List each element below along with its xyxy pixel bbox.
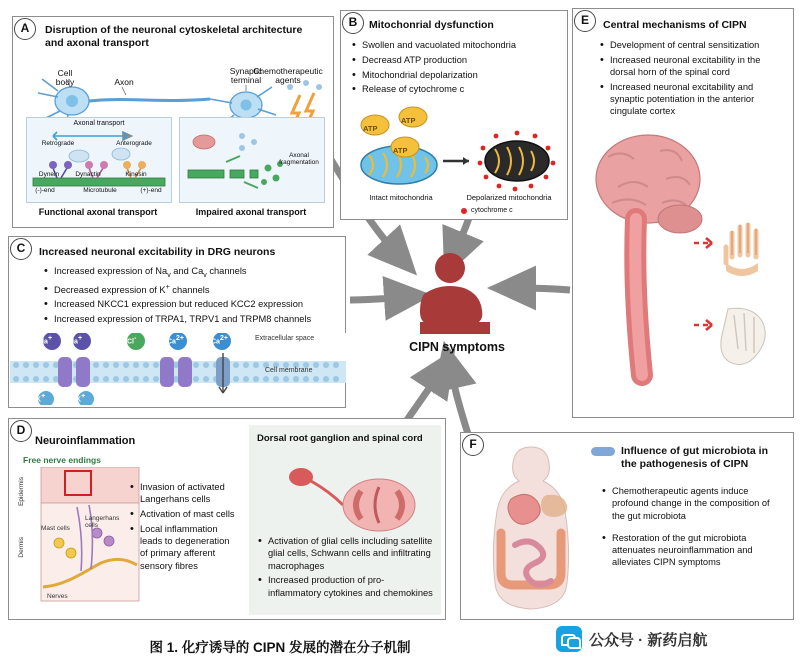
panel-e-bullet-1: • Increased neuronal excitability in the dorsal horn of the spinal cord bbox=[599, 54, 787, 79]
panel-a-impaired-box bbox=[179, 117, 325, 203]
panel-e-title: Central mechanisms of CIPN bbox=[603, 19, 747, 31]
panel-b-label-intact: Intact mitochondria bbox=[369, 193, 433, 202]
panel-a-label-plus-end: (+)-end bbox=[140, 187, 162, 194]
panel-d-bullet-left-0: • Invasion of activated Langerhans cells bbox=[129, 481, 237, 506]
panel-e-bullets bbox=[599, 39, 787, 120]
panel-b-title: Mitochonrial dysfunction bbox=[369, 19, 494, 31]
panel-c bbox=[8, 236, 346, 408]
chemo-line2: agents bbox=[275, 75, 301, 86]
panel-a-label-cell-body bbox=[43, 69, 87, 88]
panel-b-letter: B bbox=[342, 12, 364, 34]
panel-c-bullet-1: • Decreased expression of K+ channels bbox=[43, 283, 343, 296]
panel-e-bullet-0: • Development of central sensitization bbox=[599, 39, 787, 51]
arrow-b-to-center bbox=[455, 215, 470, 252]
panel-c-ion-ca-1: Ca2+ bbox=[167, 335, 184, 346]
panel-b-bullets bbox=[351, 39, 561, 98]
langerhans-line1: Langerhans bbox=[85, 515, 120, 522]
panel-a-label-microtubule: Microtubule bbox=[83, 187, 117, 194]
panel-a bbox=[12, 16, 334, 228]
panel-c-letter: C bbox=[10, 238, 32, 260]
panel-e bbox=[572, 8, 794, 418]
cytochrome-dot-icon bbox=[461, 208, 467, 214]
fragmentation-line1: Axonal bbox=[289, 152, 309, 159]
panel-b-label-atp-1: ATP bbox=[363, 124, 378, 133]
panel-c-bullet-3: • Increased expression of TRPA1, TRPV1 and TRPM8 channels bbox=[43, 313, 343, 325]
panel-d-drg-diagram bbox=[261, 457, 441, 535]
panel-c-ion-cl: Cl- bbox=[127, 335, 137, 346]
panel-c-label-membrane: Cell membrane bbox=[265, 367, 313, 374]
panel-a-caption-functional: Functional axonal transport bbox=[38, 207, 158, 217]
panel-d-title: Neuroinflammation bbox=[35, 435, 136, 447]
panel-a-functional-box bbox=[26, 117, 172, 203]
panel-a-caption-impaired: Impaired axonal transport bbox=[195, 207, 307, 217]
panel-c-ion-na-2: Na+ bbox=[69, 335, 83, 346]
panel-d-label-langerhans bbox=[85, 515, 119, 529]
panel-b-label-depolarized: Depolarized mitochondria bbox=[466, 193, 552, 202]
cell-body-line1: Cell bbox=[57, 68, 73, 78]
panel-a-label-minus-end: (-)-end bbox=[35, 187, 55, 194]
panel-a-label-kinesin: Kinesin bbox=[125, 171, 147, 178]
panel-f-bullet-1: • Restoration of the gut microbiota attenuates neuroinflammation and alleviates CIPN symptoms bbox=[601, 532, 783, 569]
panel-a-title: Disruption of the neuronal cytoskeletal architecture and axonal transport bbox=[45, 24, 303, 50]
panel-d-bullets-left bbox=[129, 481, 237, 574]
panel-f bbox=[460, 432, 794, 620]
panel-d-subtitle-left: Free nerve endings bbox=[23, 455, 101, 465]
fragmentation-line2: fragmentation bbox=[279, 159, 319, 167]
panel-d bbox=[8, 418, 446, 620]
panel-b-bullet-0: • Swollen and vacuolated mitochondria bbox=[351, 39, 561, 51]
panel-b-bullet-2: • Mitochondrial depolarization bbox=[351, 69, 561, 81]
panel-f-letter: F bbox=[462, 434, 484, 456]
panel-d-bullet-left-1: • Activation of mast cells bbox=[129, 508, 237, 520]
panel-c-label-extracellular: Extracellular space bbox=[255, 335, 315, 342]
cell-body-line2: body bbox=[55, 77, 75, 88]
panel-d-bullet-right-1: • Increased production of pro-inflammatory cytokines and chemokines bbox=[257, 574, 433, 599]
panel-b-legend-label: cytochrome c bbox=[471, 207, 513, 214]
panel-b bbox=[340, 10, 568, 220]
panel-c-bullet-2: • Increased NKCC1 expression but reduced KCC2 expression bbox=[43, 298, 343, 310]
panel-a-label-chemo bbox=[245, 67, 331, 86]
panel-d-letter: D bbox=[10, 420, 32, 442]
panel-d-label-epidermis: Epidermis bbox=[18, 477, 25, 506]
panel-c-ion-na-1: Na+ bbox=[39, 335, 53, 346]
panel-a-label-retrograde: Retrograde bbox=[41, 140, 75, 147]
panel-b-label-atp-3: ATP bbox=[393, 146, 408, 155]
panel-a-label-axonal-transport: Axonal transport bbox=[73, 120, 125, 127]
panel-e-bullet-2: • Increased neuronal excitability and synaptic potentiation in the anterior cingulate cortex bbox=[599, 81, 787, 118]
panel-a-label-axon: Axon bbox=[114, 77, 134, 87]
panel-d-bullet-right-0: • Activation of glial cells including satellite glial cells, Schwann cells and infiltrating macrophages bbox=[257, 535, 433, 572]
panel-f-bullets bbox=[601, 485, 783, 571]
langerhans-line2: cells bbox=[85, 522, 99, 530]
panel-d-bullet-left-2: • Local inflammation leads to degeneration of primary afferent sensory fibres bbox=[129, 523, 237, 572]
watermark-text: 公众号 · 新药启航 bbox=[589, 631, 708, 649]
figure-caption: 图 1. 化疗诱导的 CIPN 发展的潜在分子机制 bbox=[149, 640, 411, 655]
panel-a-label-anterograde: Anterograde bbox=[116, 140, 152, 147]
panel-c-bullet-0: • Increased expression of $Na_v$ and $Ca_v$ channels bbox=[43, 265, 343, 280]
panel-a-label-dynein: Dynein bbox=[38, 171, 60, 178]
panel-b-bullet-1: • Decreasd ATP production bbox=[351, 54, 561, 66]
synaptic-terminal-line1: Synaptic bbox=[229, 66, 263, 76]
synaptic-terminal-line2: terminal bbox=[230, 75, 262, 86]
panel-c-bullets bbox=[43, 265, 343, 328]
arrow-f-to-center bbox=[450, 368, 470, 440]
panel-b-label-atp-2: ATP bbox=[401, 116, 416, 125]
panel-a-letter: A bbox=[14, 18, 36, 40]
panel-a-label-dynactin: Dynactin bbox=[75, 171, 101, 178]
panel-c-ion-k-2: K+ bbox=[76, 393, 86, 404]
panel-b-mito-diagram bbox=[343, 103, 567, 203]
panel-d-subtitle-right: Dorsal root ganglion and spinal cord bbox=[257, 433, 423, 444]
panel-d-bullets-right bbox=[257, 535, 433, 601]
panel-a-label-fragmentation bbox=[276, 152, 322, 167]
panel-d-label-mast-cells: Mast cells bbox=[41, 525, 70, 532]
panel-e-letter: E bbox=[574, 10, 596, 32]
panel-d-skin-diagram bbox=[31, 467, 141, 607]
panel-b-bullet-3: • Release of cytochrome c bbox=[351, 83, 561, 95]
panel-c-ion-k-1: K+ bbox=[36, 393, 46, 404]
panel-d-label-nerves: Nerves bbox=[47, 593, 68, 600]
arrow-e-to-center bbox=[515, 288, 570, 290]
panel-c-title: Increased neuronal excitability in DRG neurons bbox=[39, 246, 276, 258]
center-label: CIPN symptoms bbox=[409, 340, 505, 354]
arrow-c-to-center bbox=[350, 297, 405, 300]
panel-f-bullet-0: • Chemotherapeutic agents induce profound change in the composition of the gut microbiota bbox=[601, 485, 783, 522]
panel-f-title-row bbox=[591, 445, 781, 471]
chemo-line1: Chemotherapeutic bbox=[253, 66, 323, 76]
panel-c-ion-ca-2: Ca2+ bbox=[211, 335, 228, 346]
watermark-logo-icon bbox=[556, 626, 582, 652]
panel-e-cns-diagram bbox=[574, 127, 794, 407]
panel-d-label-dermis: Dermis bbox=[18, 537, 25, 558]
panel-d-right-block bbox=[249, 425, 441, 615]
panel-f-title: Influence of gut microbiota in the pathogenesis of CIPN bbox=[621, 445, 768, 471]
panel-b-legend bbox=[461, 207, 561, 214]
panel-f-gut-diagram bbox=[467, 441, 597, 617]
watermark bbox=[556, 626, 707, 652]
